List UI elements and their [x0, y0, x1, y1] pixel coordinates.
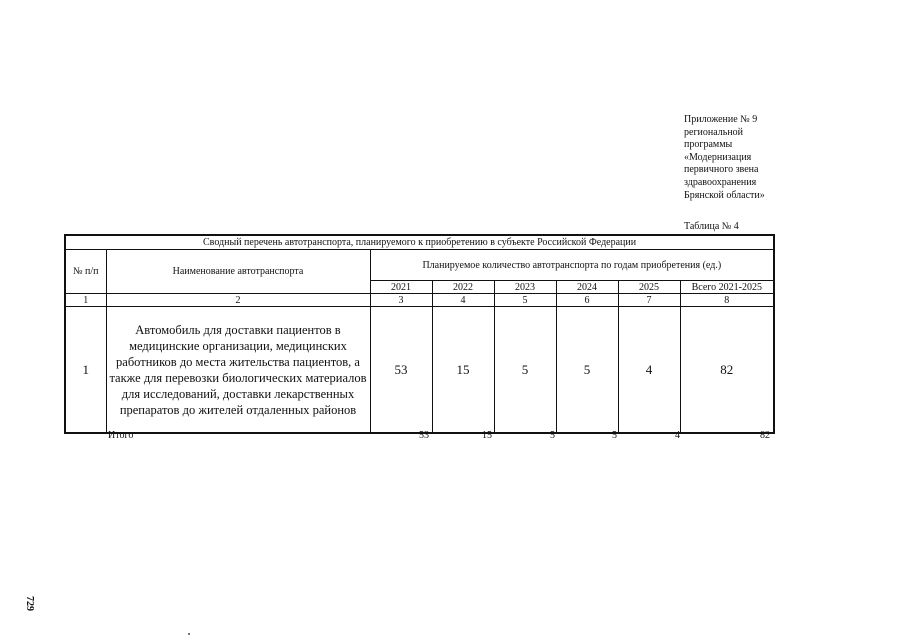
- table-caption: Сводный перечень автотранспорта, планируемого к приобретению в субъекте Российской Федерации: [65, 235, 774, 250]
- year-header: 2023: [494, 281, 556, 294]
- total-2021: 53: [419, 430, 429, 441]
- column-number: 7: [618, 294, 680, 307]
- total-2022: 15: [482, 430, 492, 441]
- value-2024: 5: [556, 307, 618, 434]
- value-2021: 53: [370, 307, 432, 434]
- totals-row: [64, 430, 773, 444]
- column-number: 6: [556, 294, 618, 307]
- total-all: 82: [760, 430, 770, 441]
- appendix-line: первичного звена: [684, 164, 759, 176]
- table-row: [65, 307, 774, 434]
- total-2025: 4: [675, 430, 680, 441]
- value-2023: 5: [494, 307, 556, 434]
- totals-label: Итого: [108, 430, 134, 441]
- value-total: 82: [680, 307, 774, 434]
- appendix-line: здравоохранения: [684, 176, 757, 188]
- years-header: Планируемое количество автотранспорта по годам приобретения (ед.): [370, 250, 774, 281]
- total-2023: 5: [550, 430, 555, 441]
- appendix-line: региональной: [684, 126, 744, 138]
- table-number: Таблица № 4: [684, 221, 739, 232]
- total-2024: 5: [612, 430, 617, 441]
- value-2025: 4: [618, 307, 680, 434]
- column-number: 4: [432, 294, 494, 307]
- appendix-heading: [684, 114, 794, 202]
- column-number: 1: [65, 294, 106, 307]
- total-header: Всего 2021-2025: [680, 281, 774, 294]
- vehicle-table: [64, 234, 775, 434]
- value-2022: 15: [432, 307, 494, 434]
- appendix-line: программы: [684, 139, 733, 151]
- appendix-line: «Модернизация: [684, 151, 752, 163]
- column-number: 2: [106, 294, 370, 307]
- column-number: 8: [680, 294, 774, 307]
- col-name-header: Наименование автотранспорта: [106, 250, 370, 294]
- scan-dot: [188, 633, 190, 635]
- year-header: 2021: [370, 281, 432, 294]
- year-header: 2024: [556, 281, 618, 294]
- page-number: 729: [24, 596, 35, 611]
- appendix-line: Брянской области»: [684, 189, 765, 201]
- appendix-line: Приложение № 9: [684, 114, 758, 125]
- column-number: 5: [494, 294, 556, 307]
- year-header: 2022: [432, 281, 494, 294]
- vehicle-name: Автомобиль для доставки пациентов в медицинские организации, медицинских работников до места жительства пациентов, а также для перевозки биологических материалов для исследований, доставки лекарственных препаратов до жителей отдаленных районов: [106, 307, 370, 434]
- year-header: 2025: [618, 281, 680, 294]
- column-number: 3: [370, 294, 432, 307]
- row-number: 1: [65, 307, 106, 434]
- col-num-header: № п/п: [65, 250, 106, 294]
